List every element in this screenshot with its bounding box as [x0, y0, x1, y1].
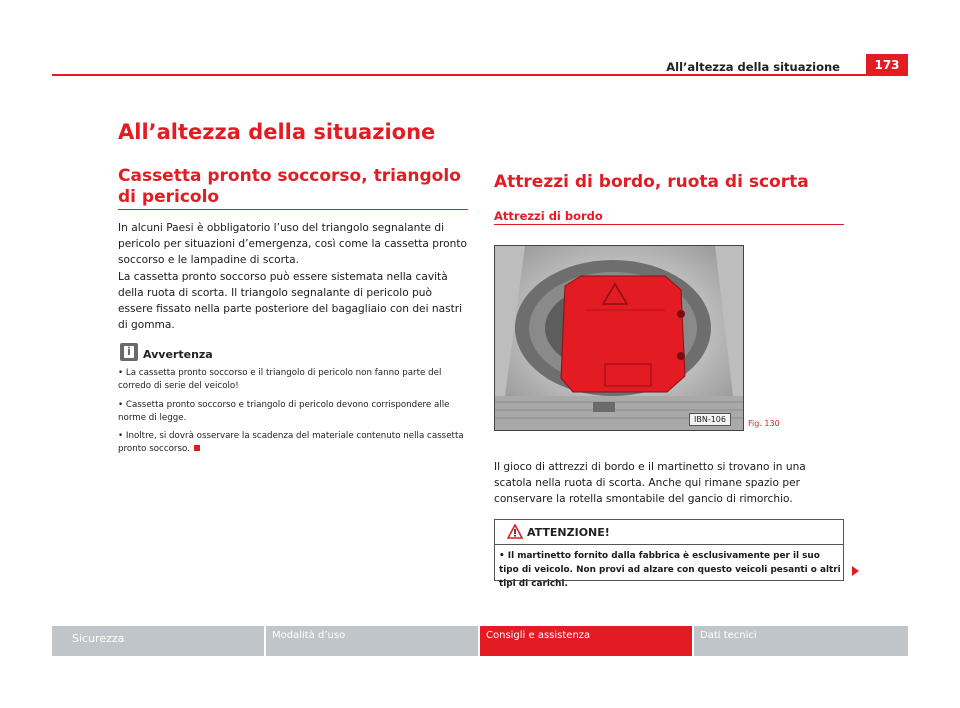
paragraph: Il gioco di attrezzi di bordo e il martinetto si trovano in una scatola nella ruota di scorta. Anche qui rimane spazio per conservare la rotella smontabile del gancio di rimorchio. [494, 461, 806, 505]
warning-title: ATTENZIONE! [527, 526, 610, 539]
end-of-section-marker [194, 445, 200, 451]
paragraph: La cassetta pronto soccorso può essere sistemata nella cavità della ruota di scorta. Il triangolo segnalante di pericolo può essere fissato nella parte posteriore del bagagliaio con dei nastri di gomma. [118, 271, 463, 331]
note-title: Avvertenza [143, 348, 213, 361]
footer-tab-modalita-uso[interactable]: Modalità d’uso [266, 626, 478, 656]
subheading-tools: Attrezzi di bordo [494, 209, 603, 223]
figure-spare-wheel-toolbox [494, 245, 744, 431]
warning-text: • Il martinetto fornito dalla fabbrica è esclusivamente per il suo tipo di veicolo. Non provi ad alzare con questo veicoli pesanti o altri tipi di carichi. [499, 551, 841, 589]
warning-header-rule [494, 544, 844, 545]
note-item: • La cassetta pronto soccorso e il triangolo di pericolo non fanno parte del corredo di serie del veicolo! [118, 368, 442, 391]
section-heading-tools: Attrezzi di bordo, ruota di scorta [494, 172, 809, 192]
note-item: • Cassetta pronto soccorso e triangolo di pericolo devono corrispondere alle norme di legge. [118, 400, 450, 423]
continue-arrow-icon [852, 566, 859, 576]
warning-triangle-icon [507, 524, 523, 543]
footer-tab-consigli-assistenza[interactable]: Consigli e assistenza [480, 626, 692, 656]
subheading-rule [494, 224, 844, 225]
section-heading-first-aid: Cassetta pronto soccorso, triangolo di pericolo [118, 166, 461, 207]
figure-code: IBN-106 [689, 413, 731, 426]
footer-tab-dati-tecnici[interactable]: Dati tecnici [694, 626, 908, 656]
page-number: 173 [866, 54, 908, 76]
note-item [118, 430, 468, 456]
footer-tab-sicurezza[interactable]: Sicurezza [52, 626, 264, 656]
running-title: All’altezza della situazione [666, 60, 840, 74]
note-icon [120, 343, 138, 361]
section-rule [118, 209, 468, 210]
main-title: All’altezza della situazione [118, 120, 436, 144]
figure-caption: Fig. 130 [748, 419, 780, 428]
paragraph: In alcuni Paesi è obbligatorio l’uso del triangolo segnalante di pericolo per situazioni d’emergenza, così come la cassetta pronto soccorso e le lampadine di scorta. [118, 222, 467, 266]
note-item-text: • Inoltre, si dovrà osservare la scadenza del materiale contenuto nella cassetta pronto soccorso. [118, 431, 464, 454]
header-rule [52, 74, 908, 76]
